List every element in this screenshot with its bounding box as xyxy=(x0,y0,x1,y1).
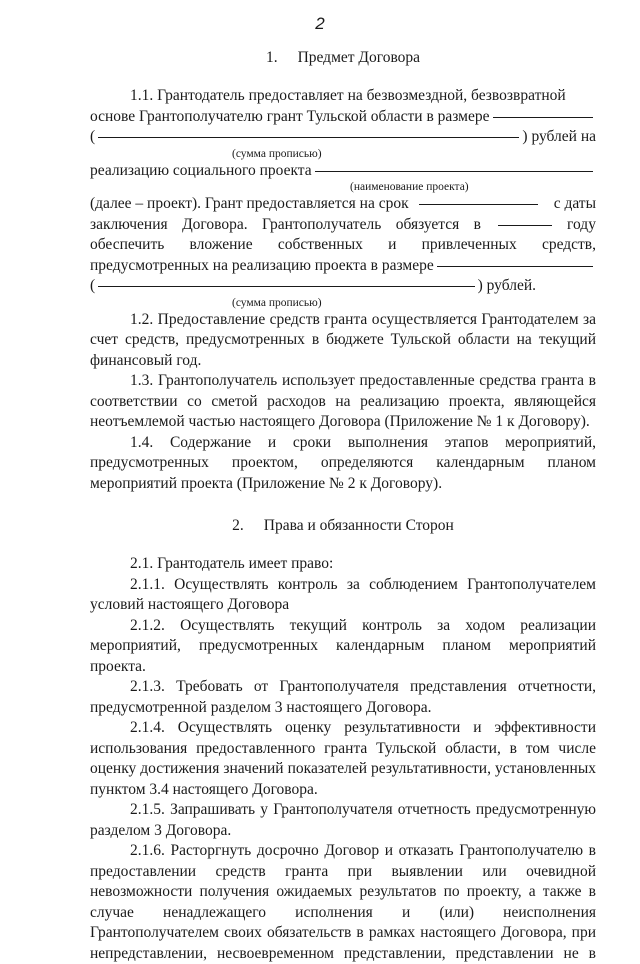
clause-1-2: 1.2. Предоставление средств гранта осуществляется Грантодателем за счет средств, предусмотренных в бюджете Тульской области на текущий финансовый год. xyxy=(90,310,596,369)
clause-1-1-line-6 xyxy=(90,215,596,236)
word: заключения xyxy=(90,215,168,233)
caption-project-name: (наименование проекта) xyxy=(350,181,469,193)
clause-1-1-line-8 xyxy=(90,256,596,277)
word: обеспечить xyxy=(90,236,165,253)
clause-1-1-text-9: ) рублей. xyxy=(477,277,536,294)
clause-2-1-5: 2.1.5. Запрашивать у Грантополучателя отчетность предусмотренную разделом 3 Договора. xyxy=(90,801,596,839)
clause-1-1-text-4: реализацию социального проекта xyxy=(90,161,312,179)
project-name-blank xyxy=(315,171,593,172)
year-blank xyxy=(498,225,552,226)
clause-1-1-text-5b: с даты xyxy=(553,195,596,212)
grant-term-blank xyxy=(419,204,538,205)
clause-1-1-line-7 xyxy=(90,235,596,256)
word: собственных xyxy=(277,236,363,253)
clause-1-1-line-1 xyxy=(90,86,596,107)
clause-2-1-1: 2.1.1. Осуществлять контроль за соблюдением Грантополучателем условий настоящего Договора xyxy=(90,575,596,613)
word: Договора. xyxy=(182,215,248,233)
clause-1-1-line-3 xyxy=(90,127,596,148)
word: обязуется xyxy=(395,215,460,233)
word: привлеченных xyxy=(421,236,517,253)
clause-1-1-text-3: ) рублей на xyxy=(522,128,596,145)
section-1-number: 1. xyxy=(265,49,278,66)
word: Грантополучатель xyxy=(261,215,382,233)
document-body xyxy=(90,44,596,964)
paren-open: ( xyxy=(90,277,96,294)
cofunding-words-blank xyxy=(98,286,474,287)
word: вложение xyxy=(189,236,253,253)
cofunding-amount-blank xyxy=(437,266,593,267)
grant-amount-blank xyxy=(493,117,594,118)
section-1-heading xyxy=(90,48,596,68)
clause-1-1-text-8: предусмотренных на реализацию проекта в размере xyxy=(90,256,434,274)
clause-2-1: 2.1. Грантодатель имеет право: xyxy=(130,555,334,572)
clause-1-1-line-4 xyxy=(90,161,596,182)
clause-1-1-text-2: основе Грантополучателю грант Тульской области в размере xyxy=(90,107,490,125)
clause-1-1-line-9 xyxy=(90,276,596,297)
page-number: 2 xyxy=(315,14,325,33)
word: в xyxy=(473,215,481,233)
clause-1-1-text-1: 1.1. Грантодатель предоставляет на безвозмездной, безвозвратной xyxy=(130,87,566,104)
caption-amount-words-2: (сумма прописью) xyxy=(232,296,322,309)
clause-2-1-4: 2.1.4. Осуществлять оценку результативности и эффективности использования предоставленного гранта Тульской области, в том числе оценку достижения значений показателей результативности, установленных пунктом 3.4 настоящего Договора. xyxy=(90,719,596,798)
clause-1-1-line-5 xyxy=(90,194,596,215)
section-2-number: 2. xyxy=(232,517,244,534)
word: и xyxy=(388,236,397,253)
clause-1-1-text-5a: (далее – проект). Грант предоставляется на срок xyxy=(90,195,409,212)
clause-1-3: 1.3. Грантополучатель использует предоставленные средства гранта в соответствии со сметой расходов на реализацию проекта, являющейся неотъемлемой частью настоящего Договора (Приложение № 1 к Договору). xyxy=(90,372,596,430)
word: средств, xyxy=(541,236,596,253)
clause-2-1-6: 2.1.6. Расторгнуть досрочно Договор и отказать Грантополучателю в предоставлении средств гранта при выявлении или очевидной невозможности получения ожидаемых результатов по проекту, а также в случае ненадлежащего исполнения и (или) неисполнения Грантополучателем своих обязательств в рамках настоящего Договора, при непредставлении, несвоевременном представлении, представлении не в xyxy=(90,842,596,962)
section-1-title: Предмет Договора xyxy=(297,49,421,66)
clause-2-1-3: 2.1.3. Требовать от Грантополучателя представления отчетности, предусмотренной разделом 3 настоящего Договора. xyxy=(90,678,596,716)
word: году xyxy=(567,215,596,233)
section-2-heading xyxy=(90,516,596,536)
clause-1-1-line-2 xyxy=(90,107,596,128)
clause-2-1-2: 2.1.2. Осуществлять текущий контроль за ходом реализации мероприятий, предусмотренных календарным планом мероприятий проекта. xyxy=(90,616,596,675)
clause-1-4: 1.4. Содержание и сроки выполнения этапов мероприятий, предусмотренных проектом, определяются календарным планом мероприятий проекта (Приложение № 2 к Договору). xyxy=(90,433,596,492)
caption-amount-words: (сумма прописью) xyxy=(232,147,322,160)
section-2-title: Права и обязанности Сторон xyxy=(263,517,454,534)
grant-amount-words-blank xyxy=(98,137,519,138)
paren-open: ( xyxy=(90,128,96,145)
